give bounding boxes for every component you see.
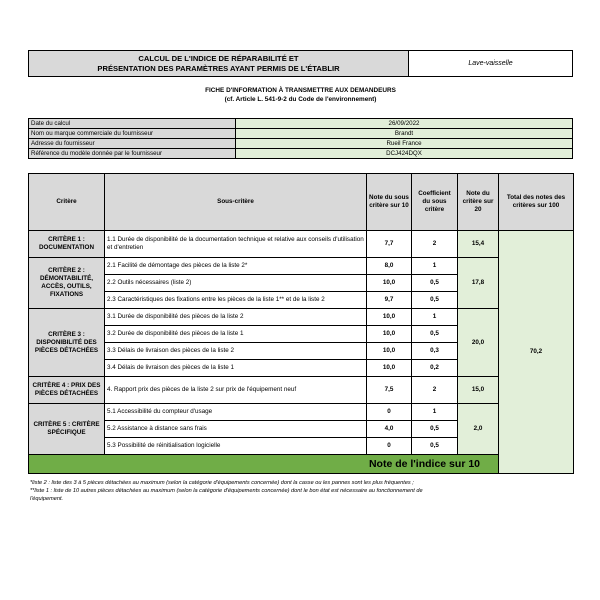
footnotes [30,479,575,503]
sub-criterion-coef: 0,5 [412,421,458,438]
info-label: Référence du modèle donnée par le fournisseur [29,149,236,159]
repairability-score-table [28,173,574,474]
product-category: Lave-vaisselle [409,50,573,77]
sub-criterion-label: 2.1 Facilité de démontage des pièces de la liste 2* [105,258,367,275]
fiche-line-1: FICHE D'INFORMATION À TRANSMETTRE AUX DEMANDEURS [205,87,396,94]
info-label: Adresse du fournisseur [29,139,236,149]
sub-criterion-note: 9,7 [367,292,412,309]
sub-criterion-note: 4,0 [367,421,412,438]
sub-criterion-coef: 2 [412,377,458,404]
sub-criterion-label: 4. Rapport prix des pièces de la liste 2 sur prix de l'équipement neuf [105,377,367,404]
table-row [29,258,574,275]
sub-criterion-coef: 0,5 [412,292,458,309]
sub-criterion-note: 7,5 [367,377,412,404]
table-row [29,404,574,421]
final-score-label: Note de l'indice sur 10 [29,455,499,474]
fiche-heading [28,86,573,104]
info-value: 26/09/2022 [236,119,573,129]
criterion-score: 15,4 [458,231,499,258]
sub-criterion-coef: 1 [412,404,458,421]
criterion-score: 20,0 [458,309,499,377]
sub-criterion-label: 3.1 Durée de disponibilité des pièces de la liste 2 [105,309,367,326]
header-coefficient: Coefficient du sous critère [412,174,458,231]
header-critere: Critère [29,174,105,231]
sub-criterion-label: 3.3 Délais de livraison des pièces de la liste 2 [105,343,367,360]
table-row [29,377,574,404]
sub-criterion-label: 5.2 Assistance à distance sans frais [105,421,367,438]
info-value: Brandt [236,129,573,139]
document-title [28,50,409,77]
sub-criterion-coef: 1 [412,309,458,326]
sub-criterion-note: 10,0 [367,326,412,343]
title-line-2: PRÉSENTATION DES PARAMÈTRES AYANT PERMIS DE L'ÉTABLIR [97,63,340,73]
sub-criterion-label: 5.1 Accessibilité du compteur d'usage [105,404,367,421]
sub-criterion-note: 10,0 [367,360,412,377]
criterion-score: 17,8 [458,258,499,309]
sub-criterion-label: 2.2 Outils nécessaires (liste 2) [105,275,367,292]
info-value: DCJ424DQX [236,149,573,159]
sub-criterion-note: 10,0 [367,343,412,360]
criterion-label: CRITÈRE 4 : PRIX DES PIÈCES DÉTACHÉES [29,377,105,404]
footnote-liste-1: **liste 1 : liste de 10 autres pièces détachées au maximum (selon la catégorie d'équipements concernée) dont le bon état est nécessaire au fonctionnement de [30,488,423,494]
total-score: 70,2 [499,231,574,474]
footnote-continuation: l'équipement. [30,496,64,502]
footnote-liste-2: *liste 2 : liste des 3 à 5 pièces détachées au maximum (selon la catégorie d'équipements concernée) dont la casse ou les pannes sont les plus fréquentes ; [30,480,414,486]
fiche-line-2: (cf. Article L. 541-9-2 du Code de l'environnement) [224,96,377,103]
info-row [29,139,573,149]
title-line-1: CALCUL DE L'INDICE DE RÉPARABILITÉ ET [138,53,299,63]
sub-criterion-coef: 0,5 [412,326,458,343]
header-total: Total des notes des critères sur 100 [499,174,574,231]
supplier-info-table [28,118,573,159]
sub-criterion-label: 2.3 Caractéristiques des fixations entre les pièces de la liste 1** et de la liste 2 [105,292,367,309]
sub-criterion-coef: 1 [412,258,458,275]
sub-criterion-label: 3.2 Durée de disponibilité des pièces de la liste 1 [105,326,367,343]
sub-criterion-coef: 0,2 [412,360,458,377]
criterion-score: 15,0 [458,377,499,404]
sub-criterion-note: 7,7 [367,231,412,258]
info-label: Date du calcul [29,119,236,129]
criterion-label: CRITÈRE 2 : DÉMONTABILITÉ, ACCÈS, OUTILS, FIXATIONS [29,258,105,309]
criterion-label: CRITÈRE 5 : CRITÈRE SPÉCIFIQUE [29,404,105,455]
table-row [29,309,574,326]
sub-criterion-note: 10,0 [367,275,412,292]
header-note-critere: Note du critère sur 20 [458,174,499,231]
sub-criterion-note: 0 [367,438,412,455]
header-note-sous-critere: Note du sous critère sur 10 [367,174,412,231]
sub-criterion-coef: 0,3 [412,343,458,360]
sub-criterion-note: 10,0 [367,309,412,326]
sub-criterion-note: 8,0 [367,258,412,275]
info-row [29,129,573,139]
sub-criterion-label: 5.3 Possibilité de réinitialisation logicielle [105,438,367,455]
header-sous-critere: Sous-critère [105,174,367,231]
sub-criterion-coef: 0,5 [412,275,458,292]
sub-criterion-label: 3.4 Délais de livraison des pièces de la liste 1 [105,360,367,377]
criterion-label: CRITÈRE 1 : DOCUMENTATION [29,231,105,258]
info-row [29,149,573,159]
sub-criterion-note: 0 [367,404,412,421]
table-row [29,231,574,258]
info-row [29,119,573,129]
sub-criterion-coef: 2 [412,231,458,258]
table-header-row [29,174,574,231]
criterion-score: 2,0 [458,404,499,455]
final-score-row [29,455,574,474]
sub-criterion-label: 1.1 Durée de disponibilité de la documentation technique et relative aux conseils d'utilisation et d'entretien [105,231,367,258]
info-label: Nom ou marque commerciale du fournisseur [29,129,236,139]
sub-criterion-coef: 0,5 [412,438,458,455]
info-value: Rueil France [236,139,573,149]
criterion-label: CRITÈRE 3 : DISPONIBILITÉ DES PIÈCES DÉTACHÉES [29,309,105,377]
